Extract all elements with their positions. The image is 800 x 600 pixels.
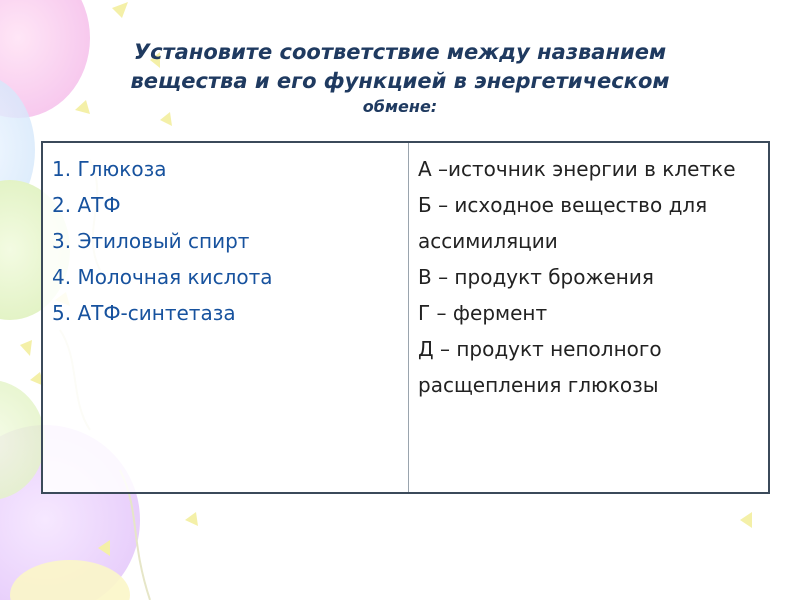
title-line-2: вещества и его функцией в энергетическом xyxy=(130,69,670,93)
function-item: Б – исходное вещество для ассимиляции xyxy=(418,193,708,253)
substance-item: 5. АТФ-синтетаза xyxy=(52,301,236,325)
title-line-3: обмене: xyxy=(362,97,438,116)
function-item: Д – продукт неполного расщепления глюкозы xyxy=(418,337,662,397)
slide-title xyxy=(40,38,760,118)
substance-item: 1. Глюкоза xyxy=(52,157,167,181)
function-item: Г – фермент xyxy=(418,301,548,325)
title-line-1: Установите соответствие между названием xyxy=(133,40,667,64)
substances-column xyxy=(42,142,409,493)
substance-item: 2. АТФ xyxy=(52,193,121,217)
functions-column xyxy=(409,142,770,493)
function-item: В – продукт брожения xyxy=(418,265,654,289)
matching-table xyxy=(41,141,770,494)
substance-item: 4. Молочная кислота xyxy=(52,265,273,289)
substance-item: 3. Этиловый спирт xyxy=(52,229,250,253)
function-item: А –источник энергии в клетке xyxy=(418,157,736,181)
table-row xyxy=(42,142,769,493)
